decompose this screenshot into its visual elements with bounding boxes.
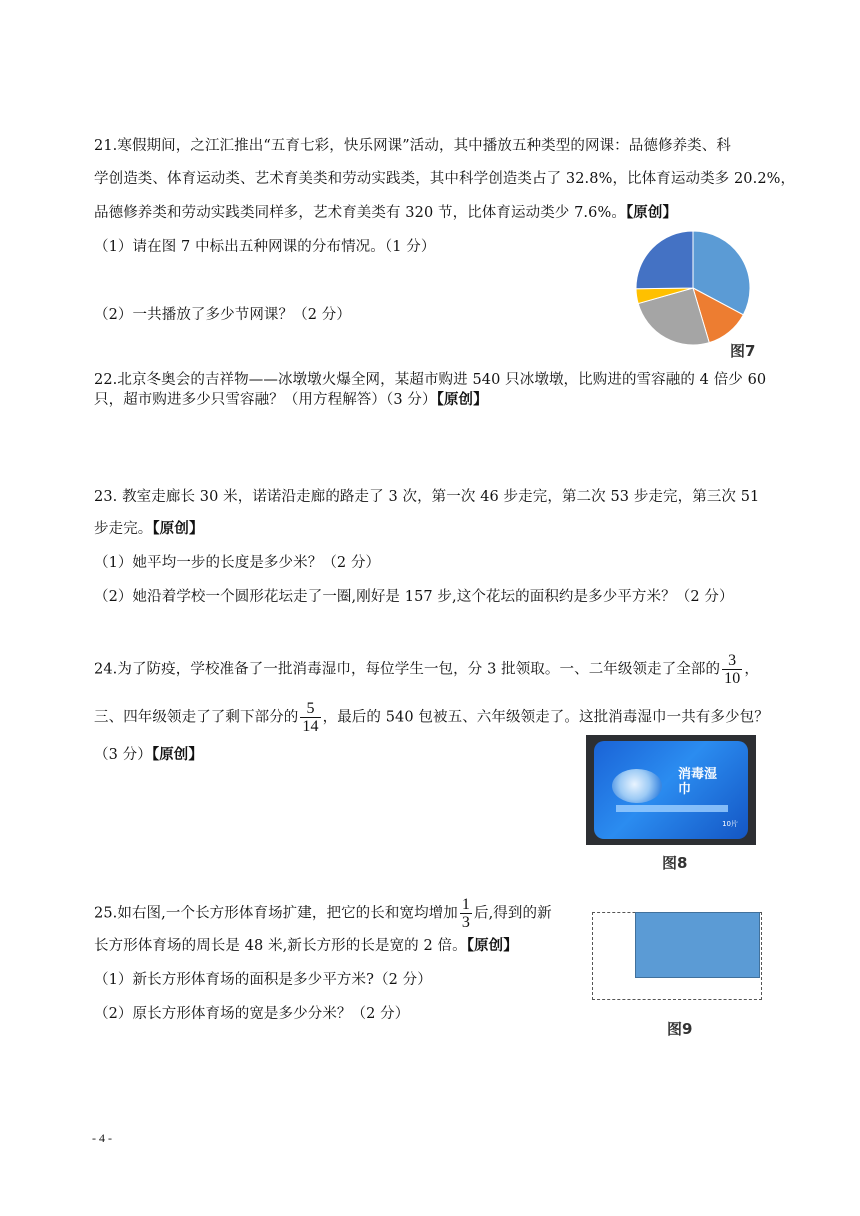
q24-fraction-1 (722, 652, 742, 687)
q25-line-1 (94, 896, 552, 931)
q23-sub-1: （1）她平均一步的长度是多少米？（2 分） (94, 555, 381, 571)
q21-line-3-text: 品德修养类和劳动实践类同样多，艺术育美类有 320 节，比体育运动类少 7.6%。 (94, 205, 626, 221)
wipes-pack (594, 741, 748, 839)
q24-line-2a-text: 三、四年级领走了了剩下部分的 (94, 709, 299, 726)
q24-line-2b-text: ，最后的 540 包被五、六年级领走了。这批消毒湿巾一共有多少包？ (322, 709, 769, 726)
q24-line-1: 24.为了防疫，学校准备了一批消毒湿巾，每位学生一包，分 3 批领取。一、二年级领走了全部的 $\frac{3}{10}$ ， (94, 652, 759, 687)
q24-fraction-2 (300, 700, 320, 735)
q25-sub-2: （2）原长方形体育场的宽是多少分米？（2 分） (94, 1006, 410, 1022)
q25-line-2-text: 长方形体育场的周长是 48 米,新长方形的长是宽的 2 倍。 (94, 938, 467, 954)
q24-line-3 (94, 745, 203, 765)
q23-line-1: 23. 教室走廊长 30 米，诺诺沿走廊的路走了 3 次，第一次 46 步走完，第二次 53 步走完，第三次 51 (94, 489, 760, 505)
q21-line-1: 21.寒假期间，之江汇推出“五育七彩，快乐网课”活动，其中播放五种类型的网课：品德修养类、科 (94, 138, 731, 154)
wipes-pack-band (616, 805, 728, 812)
q21-original-tag: 【原创】 (625, 205, 678, 221)
wipes-pack-label: 消毒湿巾 (678, 767, 718, 797)
figure-7-pie (634, 229, 752, 347)
q25-original-tag: 【原创】 (466, 938, 518, 954)
q25-sub-1: （1）新长方形体育场的面积是多少平方米?（2 分） (94, 972, 432, 988)
figure-9-caption: 图9 (667, 1020, 693, 1038)
q24-fraction-1-numerator: 3 (722, 652, 742, 670)
q23-line-2 (94, 519, 204, 539)
q24-line-1-text: 24.为了防疫，学校准备了一批消毒湿巾，每位学生一包，分 3 批领取。一、二年级领走了全部的 (94, 661, 721, 678)
q25-line-2 (94, 936, 518, 956)
q24-line-3-text: （3 分） (94, 747, 152, 763)
q24-fraction-1-denominator: 10 (724, 670, 741, 687)
q25-fraction-numerator: 1 (461, 896, 470, 913)
q21-line-2: 学创造类、体育运动类、艺术育美类和劳动实践类，其中科学创造类占了 32.8%，比体育运动类多 20.2%， (94, 171, 796, 187)
q25-line-1a-text: 25.如右图,一个长方形体育场扩建，把它的长和宽均增加 (94, 905, 458, 922)
q24-line-2 (94, 700, 769, 735)
wipes-pack-count: 10片 (722, 820, 738, 828)
q22-line-2 (94, 390, 488, 410)
q24-fraction-2-numerator: 5 (300, 700, 320, 718)
wipes-logo (612, 769, 662, 803)
q23-line-2-text: 步走完。 (94, 521, 153, 537)
q23-sub-2: （2）她沿着学校一个圆形花坛走了一圈,刚好是 157 步,这个花坛的面积约是多少平方米？（2 分） (94, 589, 734, 605)
q23-original-tag: 【原创】 (152, 521, 204, 537)
q24-original-tag: 【原创】 (151, 747, 203, 763)
figure-9-original-rectangle (635, 912, 760, 978)
page-number: - 4 - (92, 1131, 112, 1145)
q21-line-3 (94, 203, 677, 223)
q21-sub-1: （1）请在图 7 中标出五种网课的分布情况。（1 分） (94, 239, 436, 255)
q25-fraction-denominator: 3 (461, 914, 470, 931)
q21-sub-2: （2）一共播放了多少节网课？（2 分） (94, 307, 351, 323)
figure-8-wipes-photo (586, 735, 756, 845)
q24-fraction-2-denominator: 14 (302, 718, 319, 735)
q22-original-tag: 【原创】 (436, 392, 488, 408)
figure-7-caption: 图7 (730, 342, 756, 360)
q22-line-2-text: 只，超市购进多少只雪容融？（用方程解答）（3 分） (94, 392, 437, 408)
figure-8-caption: 图8 (662, 854, 688, 872)
q25-line-1b-text: 后,得到的新 (473, 905, 552, 922)
q25-fraction (460, 896, 472, 931)
q22-line-1: 22.北京冬奥会的吉祥物——冰墩墩火爆全网，某超市购进 540 只冰墩墩，比购进的雪容融的 4 倍少 60 (94, 372, 767, 388)
pie-slice-5 (636, 231, 693, 289)
